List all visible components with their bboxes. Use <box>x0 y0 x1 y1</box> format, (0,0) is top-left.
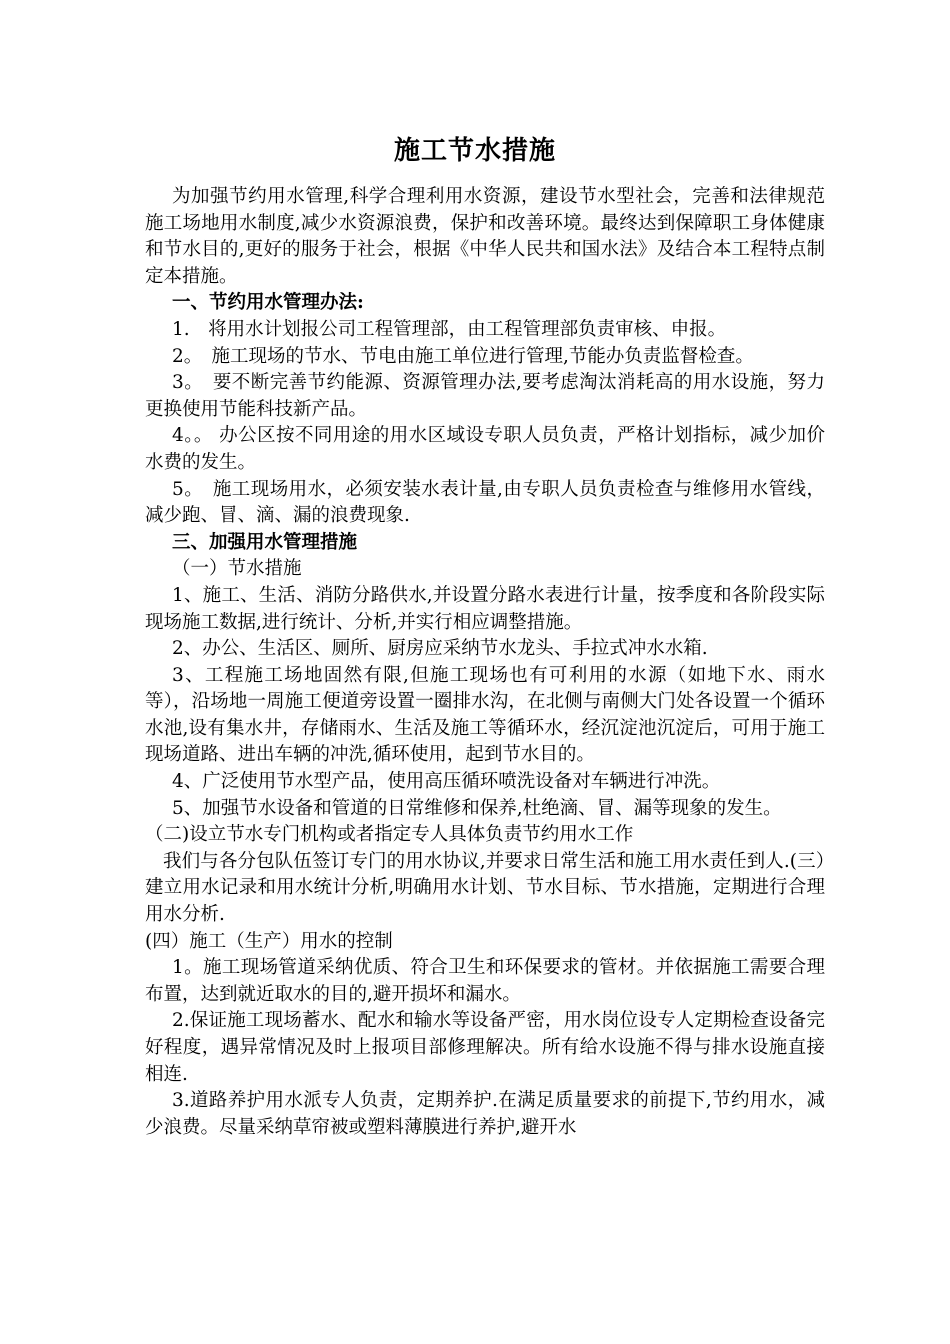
section-heading-3: 三、加强用水管理措施 <box>172 531 358 553</box>
list-item: 1。施工现场管道采纳优质、符合卫生和环保要求的管材。并依据施工需要合理布置，达到就近取水的目的,避开损坏和漏水。 <box>145 957 825 1005</box>
document-title: 施工节水措施 <box>393 136 556 166</box>
subsection-heading: （二)设立节水专门机构或者指定专人具体负责节约用水工作 <box>145 824 634 846</box>
list-item: 5。 施工现场用水，必须安装水表计量,由专职人员负责检查与维修用水管线，减少跑、冒、滴、漏的浪费现象. <box>145 478 825 527</box>
list-item: 2。 施工现场的节水、节电由施工单位进行管理,节能办负责监督检查。 <box>172 345 754 367</box>
list-item: 4、广泛使用节水型产品，使用高压循环喷洗设备对车辆进行冲洗。 <box>172 771 721 793</box>
section-heading-1: 一、节约用水管理办法: <box>172 292 364 314</box>
list-item: 3。 要不断完善节约能源、资源管理办法,要考虑淘汰消耗高的用水设施，努力更换使用节能科技新产品。 <box>145 372 825 420</box>
document-body <box>145 184 825 1141</box>
intro-paragraph: 为加强节约用水管理,科学合理利用水资源，建设节水型社会，完善和法律规范施工场地用水制度,减少水资源浪费，保护和改善环境。最终达到保障职工身体健康和节水目的,更好的服务于社会，根据《中华人民共和国水法》及结合本工程特点制定本措施。 <box>145 186 825 287</box>
list-item: 1、施工、生活、消防分路供水,并设置分路水表进行计量，按季度和各阶段实际现场施工数据,进行统计、分析,并实行相应调整措施。 <box>145 584 825 633</box>
list-item: 5、加强节水设备和管道的日常维修和保养,杜绝滴、冒、漏等现象的发生。 <box>172 797 782 819</box>
subsection-heading: （一）节水措施 <box>172 558 302 580</box>
list-item: 2、办公、生活区、厕所、厨房应采纳节水龙头、手拉式冲水水箱. <box>172 638 708 660</box>
body-paragraph: 我们与各分包队伍签订专门的用水协议,并要求日常生活和施工用水责任到人.(三）建立用水记录和用水统计分析,明确用水计划、节水目标、节水措施，定期进行合理用水分析. <box>145 850 825 926</box>
list-item: 4。。 办公区按不同用途的用水区域设专职人员负责，严格计划指标，减少加价水费的发生。 <box>145 425 825 473</box>
list-item: 2.保证施工现场蓄水、配水和输水等设备严密，用水岗位设专人定期检查设备完好程度，遇异常情况及时上报项目部修理解决。所有给水设施不得与排水设施直接相连. <box>145 1010 825 1085</box>
list-item: 1. 将用水计划报公司工程管理部，由工程管理部负责审核、申报。 <box>172 318 727 340</box>
list-item: 3、工程施工场地固然有限,但施工现场也有可利用的水源（如地下水、雨水等），沿场地一周施工便道旁设置一圈排水沟，在北侧与南侧大门处各设置一个循环水池,设有集水井，存储雨水、生活及施工等循环水，经沉淀池沉淀后，可用于施工现场道路、进出车辆的冲洗,循环使用，起到节水目的。 <box>145 664 825 766</box>
list-item: 3.道路养护用水派专人负责，定期养护.在满足质量要求的前提下,节约用水，减少浪费。尽量采纳草帘被或塑料薄膜进行养护,避开水 <box>145 1090 825 1138</box>
subsection-heading: (四）施工（生产）用水的控制 <box>145 930 393 952</box>
